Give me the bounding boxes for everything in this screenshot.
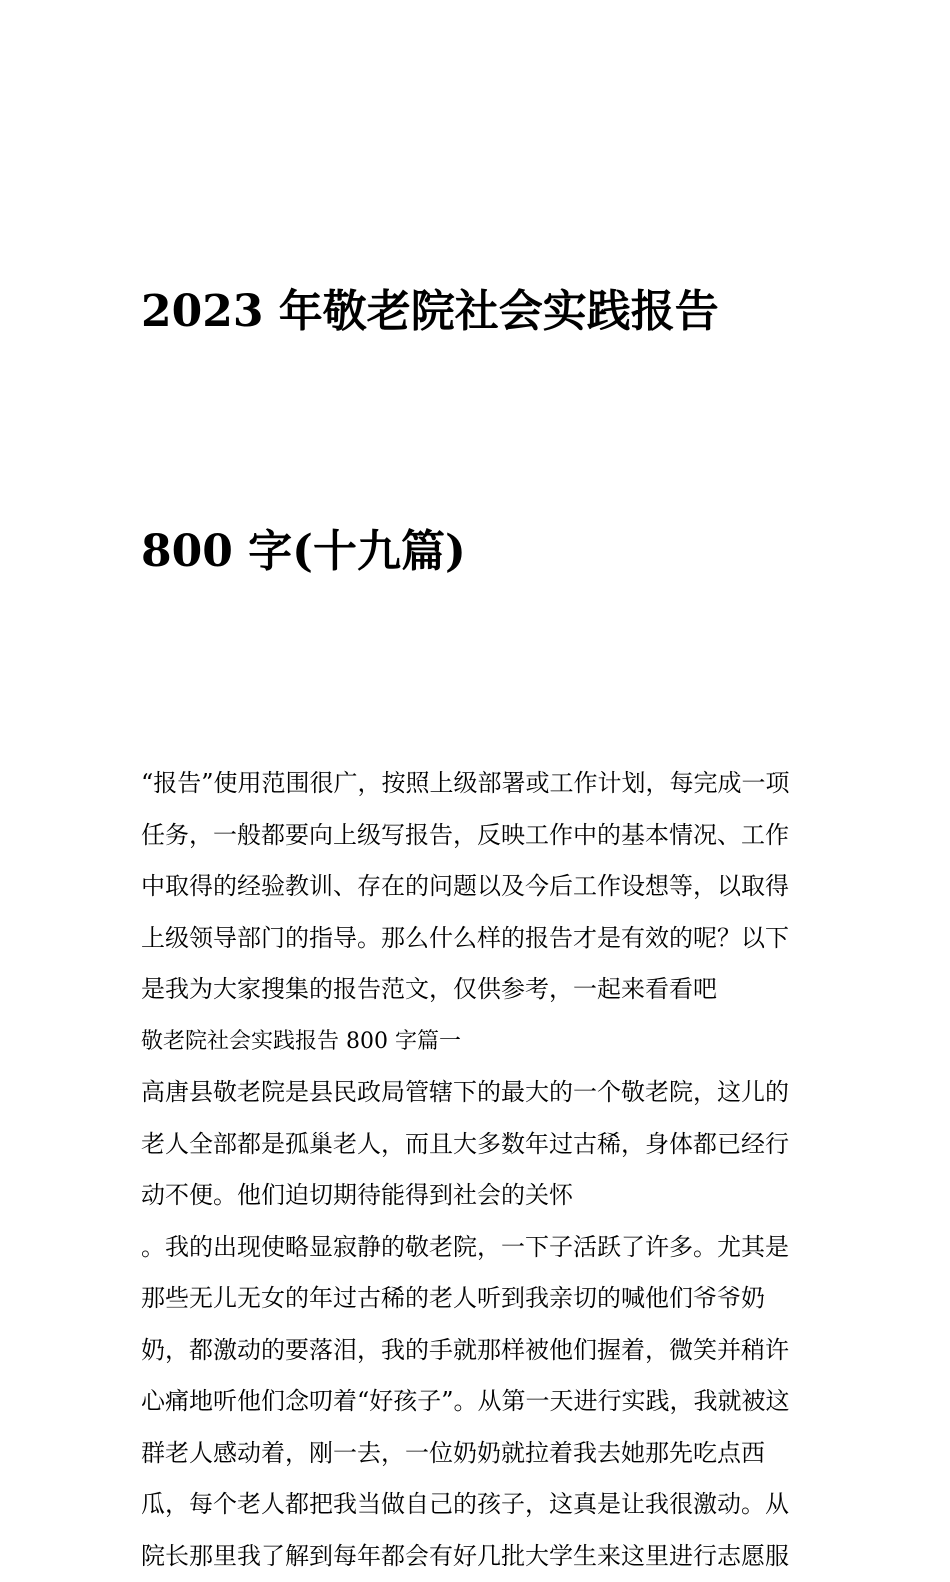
intro-line-3: 中取得的经验教训、存在的问题以及今后工作设想等，以取得 [141,861,813,913]
title-line-1: 2023 年敬老院社会实践报告 [141,272,813,352]
section-line-4: 。我的出现使略显寂静的敬老院，一下子活跃了许多。尤其是 [141,1222,813,1274]
section-line-6: 奶，都激动的要落泪，我的手就那样被他们握着，微笑并稍许 [141,1325,813,1377]
section-line-10: 院长那里我了解到每年都会有好几批大学生来这里进行志愿服 [141,1531,813,1582]
section-line-5: 那些无儿无女的年过古稀的老人听到我亲切的喊他们爷爷奶 [141,1273,813,1325]
section-line-7: 心痛地听他们念叨着“好孩子”。从第一天进行实践，我就被这 [141,1376,813,1428]
intro-line-5: 是我为大家搜集的报告范文，仅供参考，一起来看看吧 [141,964,813,1016]
section-line-1: 高唐县敬老院是县民政局管辖下的最大的一个敬老院，这儿的 [141,1067,813,1119]
document-body [141,758,813,1582]
section-line-8: 群老人感动着，刚一去，一位奶奶就拉着我去她那先吃点西 [141,1428,813,1480]
intro-line-1: “报告”使用范围很广，按照上级部署或工作计划，每完成一项 [141,758,813,810]
intro-line-2: 任务，一般都要向上级写报告，反映工作中的基本情况、工作 [141,810,813,862]
section-heading: 敬老院社会实践报告 800 字篇一 [141,1016,813,1068]
section-line-2: 老人全部都是孤巢老人，而且大多数年过古稀，身体都已经行 [141,1119,813,1171]
section-line-3: 动不便。他们迫切期待能得到社会的关怀 [141,1170,813,1222]
section-line-9: 瓜，每个老人都把我当做自己的孩子，这真是让我很激动。从 [141,1479,813,1531]
intro-line-4: 上级领导部门的指导。那么什么样的报告才是有效的呢？以下 [141,913,813,965]
document-title [141,112,813,752]
title-line-2: 800 字(十九篇) [141,512,813,592]
document-content [141,112,813,1582]
